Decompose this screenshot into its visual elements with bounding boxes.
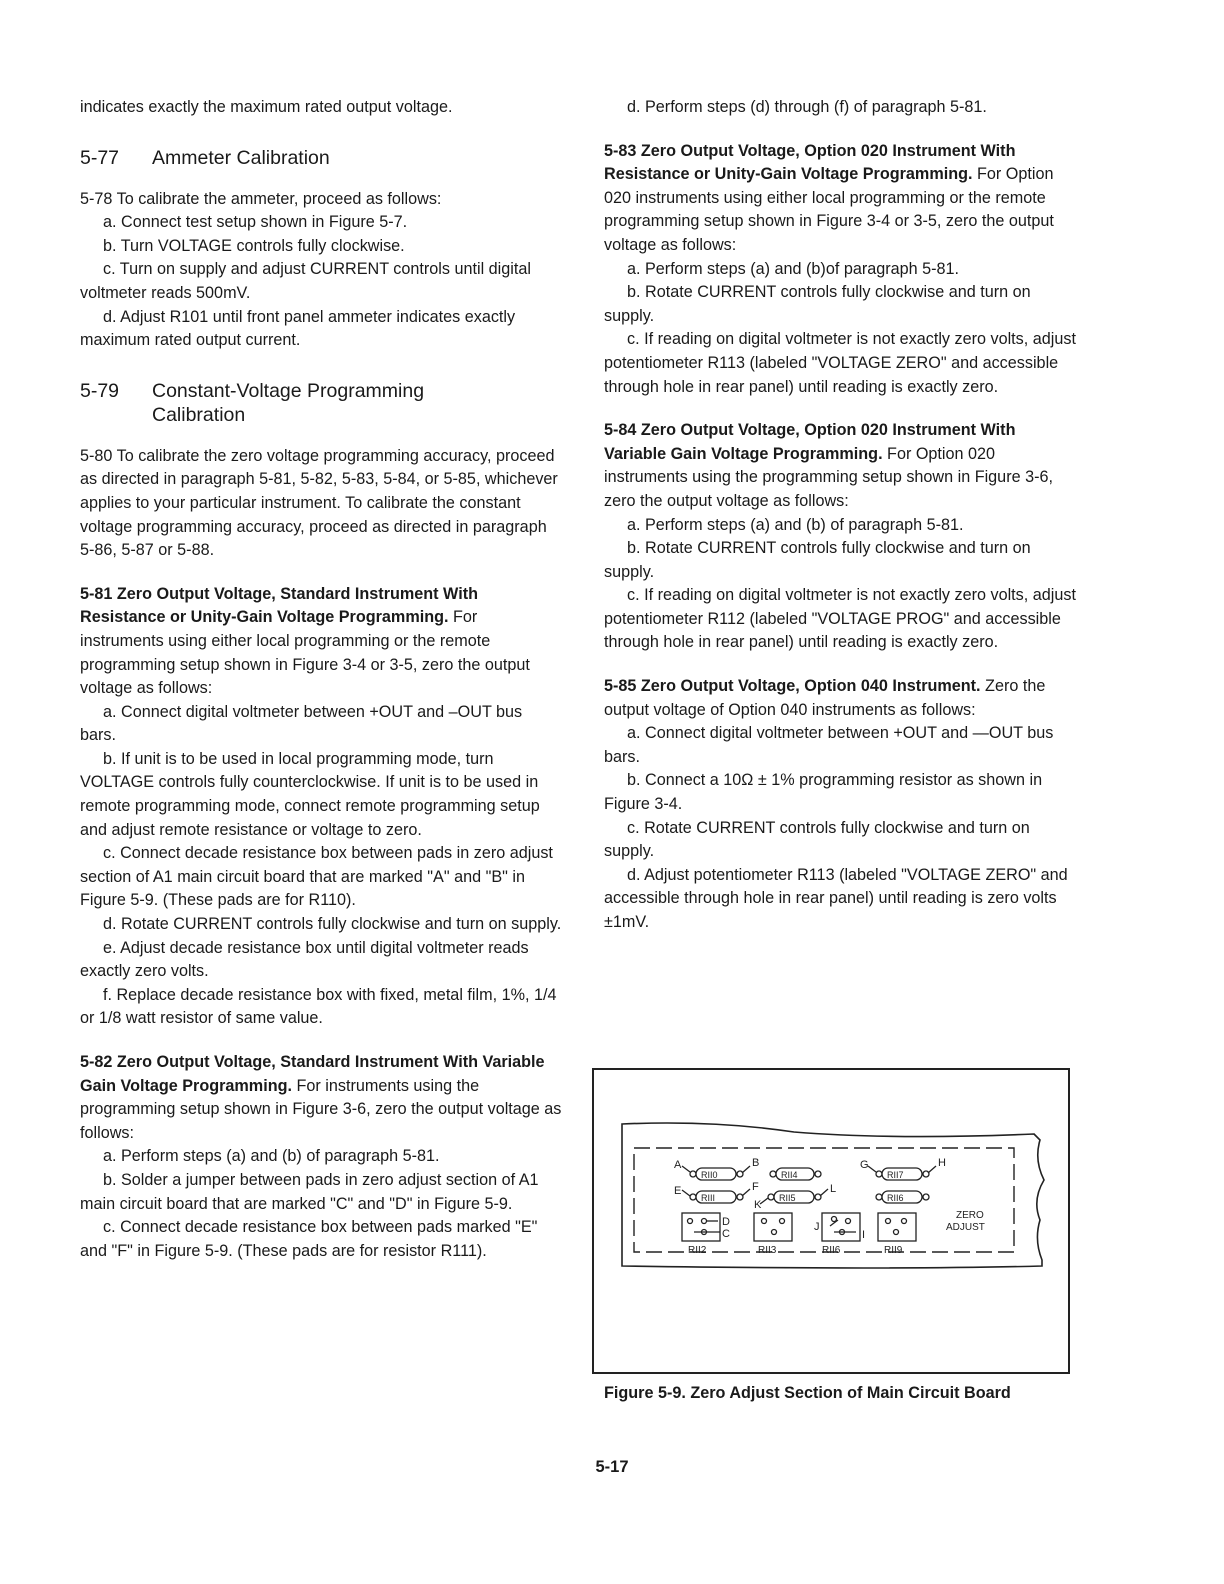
pot-r112 [682,1213,720,1241]
section-title: Ammeter Calibration [152,146,330,169]
right-column [604,96,1076,935]
para-5-85 [604,675,1076,722]
para-5-85-body: Zero the output voltage of Option 040 instruments as follows: [604,677,1046,719]
step-5-78-b: b. Turn VOLTAGE controls fully clockwise. [103,236,405,255]
label-r112: RII2 [688,1245,707,1256]
section-heading-5-79 [80,379,562,427]
pot-r113 [754,1213,792,1241]
step-5-85-c: c. Rotate CURRENT controls fully clockwise and turn on supply. [604,818,1030,861]
section-heading-5-77 [80,146,562,170]
pad-label-a: A [674,1159,682,1171]
pad-label-j: J [814,1221,820,1233]
label-r115: RII5 [779,1193,796,1203]
step-5-82-a: a. Perform steps (a) and (b) of paragraph 5-81. [103,1147,440,1166]
step-5-81-a: a. Connect digital voltmeter between +OUT and –OUT bus bars. [80,702,523,745]
left-column [80,96,562,1263]
label-r119: RII9 [884,1245,903,1256]
subheading-5-83: 5-83 Zero Output Voltage, Option 020 Instrument With Resistance or Unity-Gain Voltage Programming. [604,141,1016,184]
section-title [152,379,562,427]
subheading-5-82: 5-82 Zero Output Voltage, Standard Instrument With Variable Gain Voltage Programming. [80,1053,545,1095]
pot-r119 [878,1213,916,1241]
circuit-board-diagram [594,1070,1068,1372]
para-5-81-body: For instruments using either local programming or the remote programming setup shown in Figure 3-4 or 3-5, zero the output voltage as follows: [80,608,530,698]
pad-label-b: B [752,1157,760,1169]
label-r113: RII3 [758,1245,777,1256]
step-5-81-e: e. Adjust decade resistance box until digital voltmeter reads exactly zero volts. [80,938,529,981]
para-5-80: 5-80 To calibrate the zero voltage programming accuracy, proceed as directed in paragraph 5-81, 5-82, 5-83, 5-84, or 5-85, whichever applies to your particular instrument. To calibrate the constant voltage programming accuracy, proceed as directed in paragraph 5-86, 5-87 or 5-88. [80,446,558,560]
step-5-84-c: c. If reading on digital voltmeter is not exactly zero volts, adjust potentiometer R112 (labeled "VOLTAGE PROG" and accessible through hole in rear panel) until reading is exactly zero. [604,586,1076,652]
step-5-82-c: c. Connect decade resistance box between pads marked "E" and "F" in Figure 5-9. (These pads are for resistor R111). [80,1218,538,1260]
step-5-83-c: c. If reading on digital voltmeter is not exactly zero volts, adjust potentiometer R113 (labeled "VOLTAGE ZERO" and accessible through hole in rear panel) until reading is exactly zero. [604,330,1076,396]
para-continuation: indicates exactly the maximum rated output voltage. [80,98,453,116]
section-title-line1: Constant-Voltage Programming [152,379,425,402]
pad-label-f: F [752,1181,759,1193]
step-5-85-d: d. Adjust potentiometer R113 (labeled "VOLTAGE ZERO" and accessible through hole in rear panel) until reading is zero volts ±1mV. [604,865,1068,931]
para-5-83 [604,140,1076,258]
section-number: 5-77 [80,146,120,169]
label-r111: RIII [701,1193,716,1203]
label-r110: RII0 [701,1170,718,1180]
para-5-82 [80,1051,562,1145]
step-5-78-d: d. Adjust R101 until front panel ammeter indicates exactly maximum rated output current. [80,307,516,350]
step-5-81-b: b. If unit is to be used in local programming mode, turn VOLTAGE controls fully counterclockwise. If unit is to be used in remote programming mode, connect remote programming setup and adjust remote resistance or voltage to zero. [80,749,540,839]
pad-label-k: K [754,1199,762,1211]
step-5-82-b: b. Solder a jumper between pads in zero adjust section of A1 main circuit board that are marked "C" and "D" in Figure 5-9. [80,1170,539,1213]
section-number: 5-79 [80,379,120,402]
step-5-81-c: c. Connect decade resistance box between pads in zero adjust section of A1 main circuit board that are marked "A" and "B" in Figure 5-9. (These pads are for R110). [80,844,553,910]
pad-label-c: C [722,1228,730,1240]
subheading-5-84: 5-84 Zero Output Voltage, Option 020 Instrument With Variable Gain Voltage Programming. [604,421,1016,463]
step-5-85-b: b. Connect a 10Ω ± 1% programming resistor as shown in Figure 3-4. [604,771,1043,814]
pot-r116 [822,1213,860,1241]
pad-label-h: H [938,1157,946,1169]
pad-label-e: E [674,1185,682,1197]
zero-adjust-label-2: ADJUST [946,1222,985,1233]
potentiometers [682,1213,916,1241]
section-title-line2: Calibration [152,403,246,426]
zero-adjust-label-1: ZERO [956,1210,984,1221]
step-5-78-c: c. Turn on supply and adjust CURRENT controls until digital voltmeter reads 500mV. [80,260,531,302]
pad-label-g: G [860,1159,869,1171]
step-5-85-a: a. Connect digital voltmeter between +OUT and —OUT bus bars. [604,724,1054,766]
step-5-83-b: b. Rotate CURRENT controls fully clockwise and turn on supply. [604,283,1031,325]
step-5-81-d: d. Rotate CURRENT controls fully clockwise and turn on supply. [103,915,562,934]
step-5-81-f: f. Replace decade resistance box with fixed, metal film, 1%, 1/4 or 1/8 watt resistor of same value. [80,985,557,1028]
pad-label-d: D [722,1216,730,1228]
label-r114: RII4 [781,1170,798,1180]
figure-5-9 [592,1068,1070,1374]
para-5-82-body: For instruments using the programming setup shown in Figure 3-6, zero the output voltage as follows: [80,1076,562,1142]
para-5-78: 5-78 To calibrate the ammeter, proceed as follows: [80,189,442,208]
label-r117: RII7 [887,1170,904,1180]
figure-caption: Figure 5-9. Zero Adjust Section of Main Circuit Board [604,1384,1011,1402]
para-5-81 [80,583,562,701]
pad-label-i: I [862,1229,866,1241]
pad-label-l: L [830,1183,837,1195]
label-r116: RII6 [822,1245,841,1256]
label-r116-top: RII6 [887,1193,904,1203]
step-5-84-a: a. Perform steps (a) and (b) of paragraph 5-81. [627,515,964,534]
step-5-84-b: b. Rotate CURRENT controls fully clockwise and turn on supply. [604,539,1031,581]
step-5-82-d: d. Perform steps (d) through (f) of paragraph 5-81. [627,98,987,116]
subheading-5-85: 5-85 Zero Output Voltage, Option 040 Instrument. [604,677,981,696]
page-number: 5-17 [595,1458,629,1476]
step-5-83-a: a. Perform steps (a) and (b)of paragraph 5-81. [627,259,960,278]
para-5-83-body: For Option 020 instruments using either local programming or the remote programming setup shown in Figure 3-4 or 3-5, zero the output voltage as follows: [604,165,1054,254]
step-5-78-a: a. Connect test setup shown in Figure 5-7. [103,213,408,232]
para-5-84 [604,419,1076,513]
subheading-5-81: 5-81 Zero Output Voltage, Standard Instrument With Resistance or Unity-Gain Voltage Programming. [80,584,478,627]
para-5-84-body: For Option 020 instruments using the programming setup shown in Figure 3-6, zero the output voltage as follows: [604,444,1053,510]
